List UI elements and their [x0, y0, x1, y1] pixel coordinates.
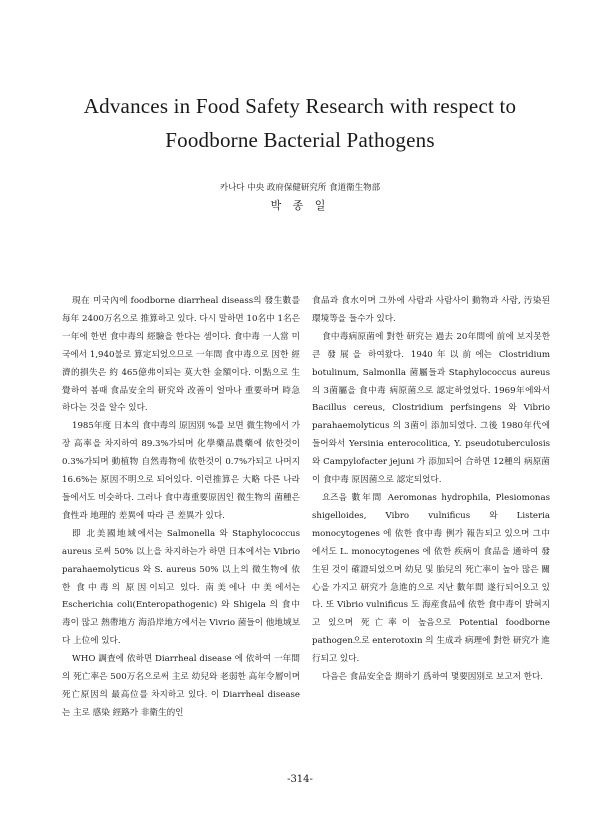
paragraph: 食中毒病原菌에 對한 研究는 過去 20年間에 前에 보지못한 큰 發展을 하여왔다. 1940年以前에는 Clostridium botulinum, Salmonlla 菌屬들과 Staphylococcus aureus 의 3菌屬을 食中毒 病原菌으로 認定하였었다. 1969年에와서 Bacillus cereus, Clostridium perfsingens 와 Vibrio parahaemolyticus 의 3菌이 添加되였다. 그後 1980年代에 들어와서 Yersinia enterocolitica, Y. pseudotuberculosis 와 Campylofacter jejuni 가 添加되어 合하면 12種의 病原菌이 食中毒 原因菌으로 認定되었다. [312, 331, 550, 486]
paragraph: WHO 調査에 依하면 Diarrheal disease 에 依하여 一年間의 死亡率은 500万名으로써 主로 幼兒와 老弱한 高年令層이며 死亡原因의 最高位를 차지하고 있다. 이 Diarrheal disease 는 主로 感染 經路가 非衛生的인 [62, 654, 300, 718]
paragraph: 1985年度 日本의 食中毒의 原因別 %를 보면 微生物에서 가장 高率을 차지하여 89.3%가되며 化學藥品農藥에 依한것이 0.3%가되며 動植物 自然毒物에 依한것이 0.7%가되고 나머지 16.6%는 原因不明으로 되어있다. 이런推算은 大略 다른 나라들에서도 비슷하다. 그러나 食中毒重要原因인 微生物의 菌種은 食性과 地理的 差異에 따라 큰 差異가 있다. [62, 421, 300, 521]
paragraph: 요즈음 數年間 Aeromonas hydrophila, Plesiomonas shigelloides, Vibro vulnificus 와 Listeria monocytogenes 에 依한 食中毒 例가 報告되고 있으며 그中에서도 L. monocytogenes 에 依한 疾病이 食品을 通하여 發生된 것이 確證되었으며 幼兒 및 胎兒의 死亡率이 높아 많은 關心을 가지고 研究가 急進的으로 지난 數年間 遂行되어오고 있다. 또 Vibrio vulnificus 도 海産食品에 依한 食中毒이 밝혀지고 있으며 死亡率이 높음으로 Potential foodborne pathogen으로 enterotoxin 의 生成과 病理에 對한 研究가 進行되고 있다. [312, 492, 550, 665]
paragraph: 即 北美國地域에서는 Salmonella 와 Staphylococcus aureus 로써 50% 以上을 차지하는가 하면 日本에서는 Vibrio parahaemolyticus 와 S. aureus 50% 以上의 微生物에 依한 食中毒의 原因이되고 있다. 南美에나 中美에서는 Escherichia coli(Enteropathogenic) 와 Shigela 의 食中毒이 많고 熱帶地方 海沿岸地方에서는 Vivrio 菌들이 他地域보다 上位에 있다. [62, 528, 300, 647]
paragraph: 現在 미국內에 foodborne diarrheal diseass의 發生數를 每年 2400万名으로 推算하고 있다. 다시 말하면 10名中 1名은 一年에 한번 食中毒의 經驗을 한다는 셈이다. 食中毒 一人當 미국에서 1,940불로 算定되었으므로 一年間 食中毒으로 因한 經濟的損失은 約 465億弗이되는 莫大한 金額이다. 이點으로 生覺하여 봄때 食品安全의 研究와 改善이 얼마나 重要하며 時急하다는 것을 알수 있다. [62, 296, 300, 414]
paragraph: 食品과 食水이며 그外에 사람과 사람사이 動物과 사람, 汚染된 環境等을 들수가 있다. [312, 296, 550, 324]
article-title-line-2: Foodborne Bacterial Pathogens [165, 128, 435, 152]
author-affiliation: 카나다 中央 政府保健研究所 食道衛生物部 [219, 183, 381, 193]
body-column-right [312, 293, 550, 687]
author-name: 박 종 일 [270, 199, 330, 212]
article-title-line-1: Advances in Food Safety Research with respect to [83, 94, 517, 118]
page-number: -314- [287, 774, 313, 785]
body-column-left [62, 293, 300, 723]
paragraph: 다음은 食品安全을 期하기 爲하여 몇要因別로 보고저 한다. [322, 672, 543, 683]
